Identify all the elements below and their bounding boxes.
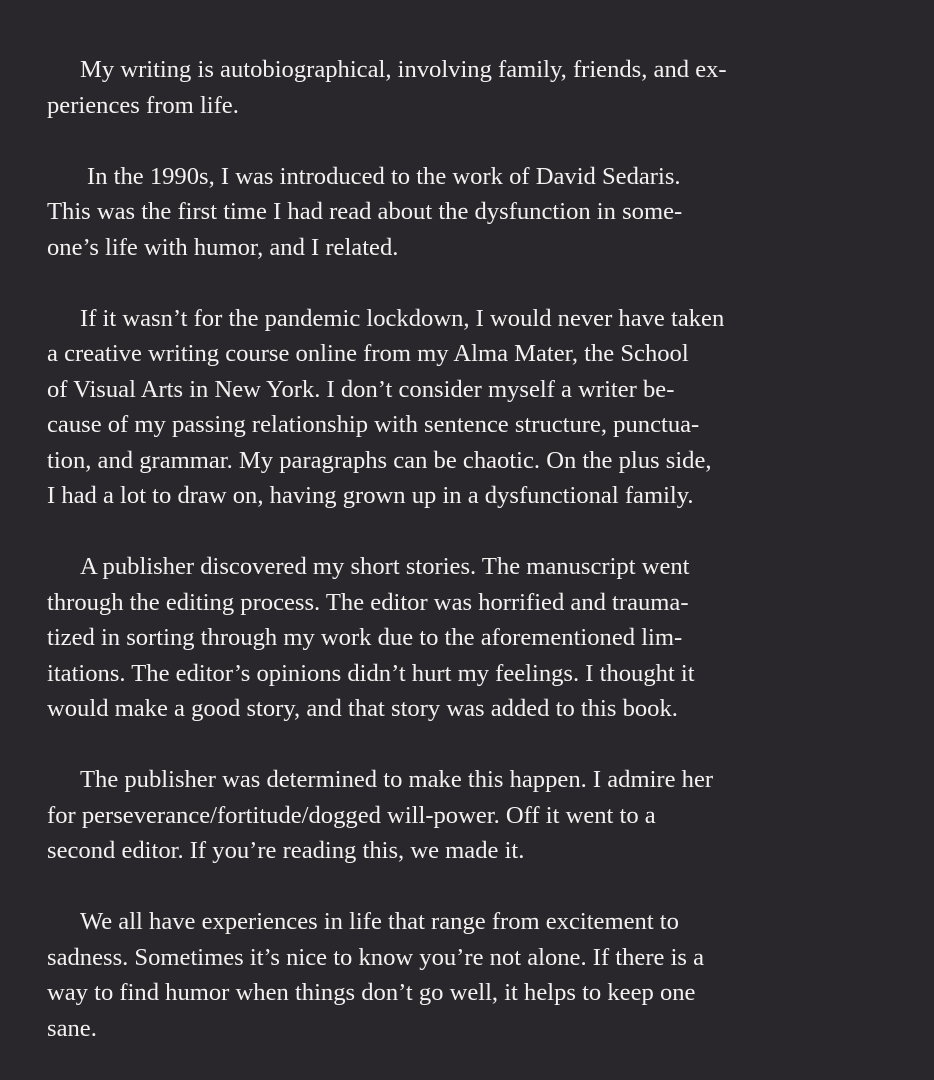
paragraph-6 [47, 904, 887, 1046]
paragraph-line: periences from life. [47, 91, 239, 119]
paragraph-line: A publisher discovered my short stories. The manuscript went [80, 553, 690, 580]
paragraph-line: tized in sorting through my work due to the aforementioned lim- [47, 624, 683, 651]
paragraph-1 [47, 52, 887, 123]
paragraph-line: itations. The editor’s opinions didn’t hurt my feelings. I thought it [47, 659, 695, 687]
paragraph-line: This was the first time I had read about the dysfunction in some- [47, 198, 683, 225]
paragraph-line: I had a lot to draw on, having grown up in a dysfunctional family. [47, 482, 694, 509]
paragraph-line: sadness. Sometimes it’s nice to know you’re not alone. If there is a [47, 943, 705, 971]
paragraph-3 [47, 301, 887, 514]
paragraph-2 [47, 159, 887, 266]
paragraph-line: for perseverance/fortitude/dogged will-power. Off it went to a [47, 801, 656, 829]
paragraph-line: tion, and grammar. My paragraphs can be chaotic. On the plus side, [47, 446, 712, 474]
paragraph-line: one’s life with humor, and I related. [47, 233, 399, 261]
paragraph-line: of Visual Arts in New York. I don’t consider myself a writer be- [47, 375, 675, 403]
paragraph-line: We all have experiences in life that range from excitement to [80, 908, 679, 935]
paragraph-4 [47, 549, 887, 727]
paragraph-line: cause of my passing relationship with sentence structure, punctua- [47, 411, 700, 438]
paragraph-line: second editor. If you’re reading this, we made it. [47, 837, 525, 864]
paragraph-line: would make a good story, and that story was added to this book. [47, 695, 678, 722]
paragraph-line: through the editing process. The editor was horrified and trauma- [47, 588, 689, 616]
paragraph-line: The publisher was determined to make this happen. I admire her [80, 766, 714, 793]
paragraph-line: a creative writing course online from my Alma Mater, the School [47, 340, 689, 367]
paragraph-line: My writing is autobiographical, involving family, friends, and ex- [80, 56, 727, 83]
paragraph-line: In the 1990s, I was introduced to the work of David Sedaris. [87, 162, 681, 190]
paragraph-5 [47, 762, 887, 869]
paragraph-line: way to find humor when things don’t go well, it helps to keep one [47, 979, 696, 1006]
body-text [47, 52, 887, 1080]
paragraph-line: sane. [47, 1014, 97, 1042]
paragraph-line: If it wasn’t for the pandemic lockdown, I would never have taken [80, 304, 725, 332]
